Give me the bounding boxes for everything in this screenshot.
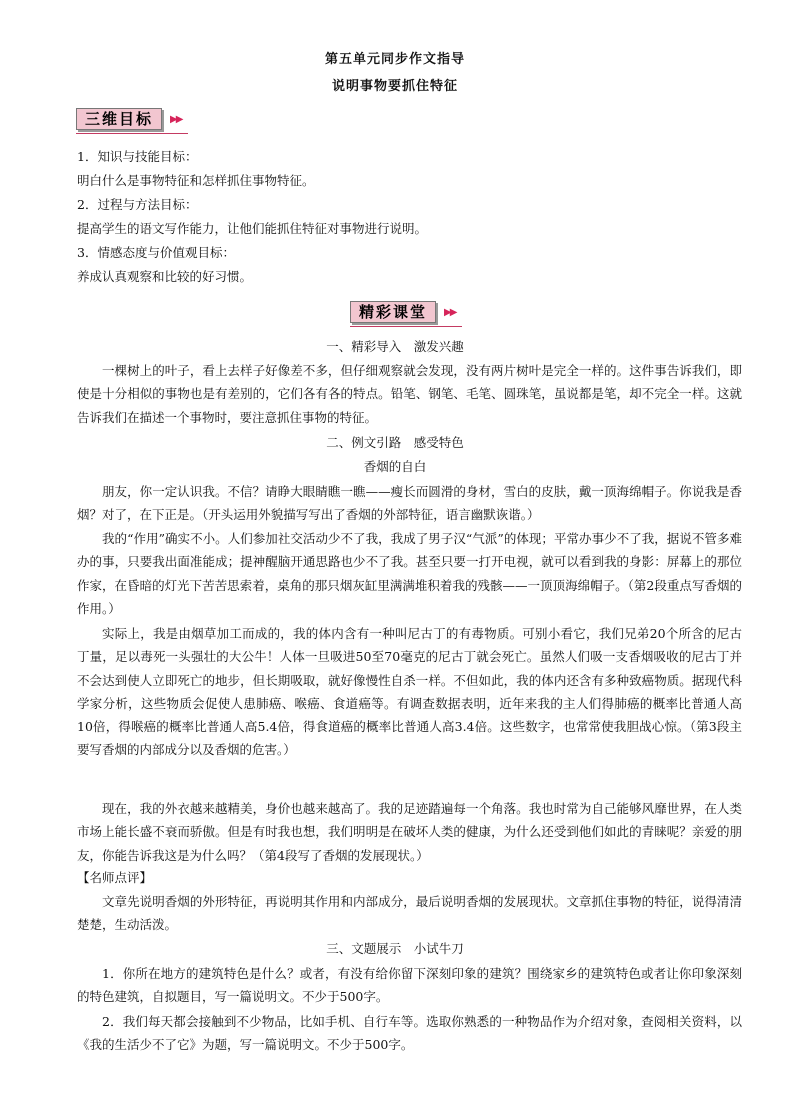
badge-label: 精彩课堂	[350, 301, 436, 323]
goal-item: 明白什么是事物特征和怎样抓住事物特征。	[77, 173, 315, 188]
essay-paragraph: 朋友，你一定认识我。不信？请睁大眼睛瞧一瞧——瘦长而圆滑的身材，雪白的皮肤，戴一顶海绵帽子。你说我是香烟？对了，在下正是。（开头运用外貌描写写出了香烟的外部特征，语言幽默诙谐。）	[77, 484, 742, 523]
badge-underline	[76, 133, 188, 134]
section-heading: 一、精彩导入 激发兴趣	[326, 339, 464, 354]
section-badge-goals	[76, 107, 188, 131]
essay-paragraph: 我的“作用”确实不小。人们参加社交活动少不了我，我成了男子汉“气派”的体现；平常办事少不了我，据说不管多难办的事，只要我出面准能成；提神醒脑开通思路也少不了我。甚至只要一打开电视，就可以看到我的身影：屏幕上的那位作家，在昏暗的灯光下苦苦思索着，桌角的那只烟灰缸里满满堆积着我的残骸——一顶顶海绵帽子。（第2段重点写香烟的作用。）	[77, 531, 742, 616]
essay-title: 香烟的自白	[363, 459, 427, 474]
goal-item: 1．知识与技能目标：	[77, 149, 198, 164]
page-subtitle: 说明事物要抓住特征	[331, 79, 458, 94]
page-title: 第五单元同步作文指导	[324, 52, 465, 67]
double-arrow-icon: ▶▶	[444, 306, 456, 318]
goal-item: 3．情感态度与价值观目标：	[77, 245, 235, 260]
task-item: 1．你所在地方的建筑特色是什么？或者，有没有给你留下深刻印象的建筑？围绕家乡的建筑特色或者让你印象深刻的特色建筑，自拟题目，写一篇说明文。不少于500字。	[77, 966, 742, 1005]
intro-paragraph: 一棵树上的叶子，看上去样子好像差不多，但仔细观察就会发现，没有两片树叶是完全一样的。这件事告诉我们，即使是十分相似的事物也是有差别的，它们各有各的特点。铅笔、钢笔、毛笔、圆珠笔，虽说都是笔，却不完全一样。这就告诉我们在描述一个事物时，要注意抓住事物的特征。	[77, 363, 742, 425]
essay-paragraph: 现在，我的外衣越来越精美，身价也越来越高了。我的足迹踏遍每一个角落。我也时常为自己能够风靡世界，在人类市场上能长盛不衰而骄傲。但是有时我也想，我们明明是在破坏人类的健康，为什么还受到他们如此的青睐呢？亲爱的朋友，你能告诉我这是为什么吗？（第4段写了香烟的发展现状。）	[77, 801, 742, 863]
comment-label: 【名师点评】	[77, 870, 153, 885]
goal-item: 养成认真观察和比较的好习惯。	[77, 269, 253, 284]
essay-paragraph: 实际上，我是由烟草加工而成的，我的体内含有一种叫尼古丁的有毒物质。可别小看它，我们兄弟20个所含的尼古丁量，足以毒死一头强壮的大公牛！人体一旦吸进50至70毫克的尼古丁就会死亡。虽然人们吸一支香烟吸收的尼古丁并不会达到使人立即死亡的地步，但长期吸取，就好像慢性自杀一样。不但如此，我的体内还含有多种致癌物质。据现代科学家分析，这些物质会促使人患肺癌、喉癌、食道癌等。有调查数据表明，近年来我的主人们得肺癌的概率比普通人高10倍，得喉癌的概率比普通人高5.4倍，得食道癌的概率比普通人高3.4倍。这些数字，也常常使我胆战心惊。（第3段主要写香烟的内部成分以及香烟的危害。）	[77, 626, 742, 758]
comment-paragraph: 文章先说明香烟的外形特征，再说明其作用和内部成分，最后说明香烟的发展现状。文章抓住事物的特征，说得清清楚楚，生动活泼。	[77, 894, 742, 933]
section-badge-classroom	[350, 300, 462, 324]
goal-item: 2．过程与方法目标：	[77, 197, 198, 212]
section-heading: 二、例文引路 感受特色	[326, 435, 464, 450]
goal-item: 提高学生的语文写作能力，让他们能抓住特征对事物进行说明。	[77, 221, 428, 236]
double-arrow-icon: ▶▶	[170, 113, 182, 125]
task-item: 2．我们每天都会接触到不少物品，比如手机、自行车等。选取你熟悉的一种物品作为介绍对象，查阅相关资料，以《我的生活少不了它》为题，写一篇说明文。不少于500字。	[77, 1014, 742, 1053]
badge-label: 三维目标	[76, 108, 162, 130]
badge-underline	[350, 326, 462, 327]
section-heading: 三、文题展示 小试牛刀	[326, 941, 464, 956]
